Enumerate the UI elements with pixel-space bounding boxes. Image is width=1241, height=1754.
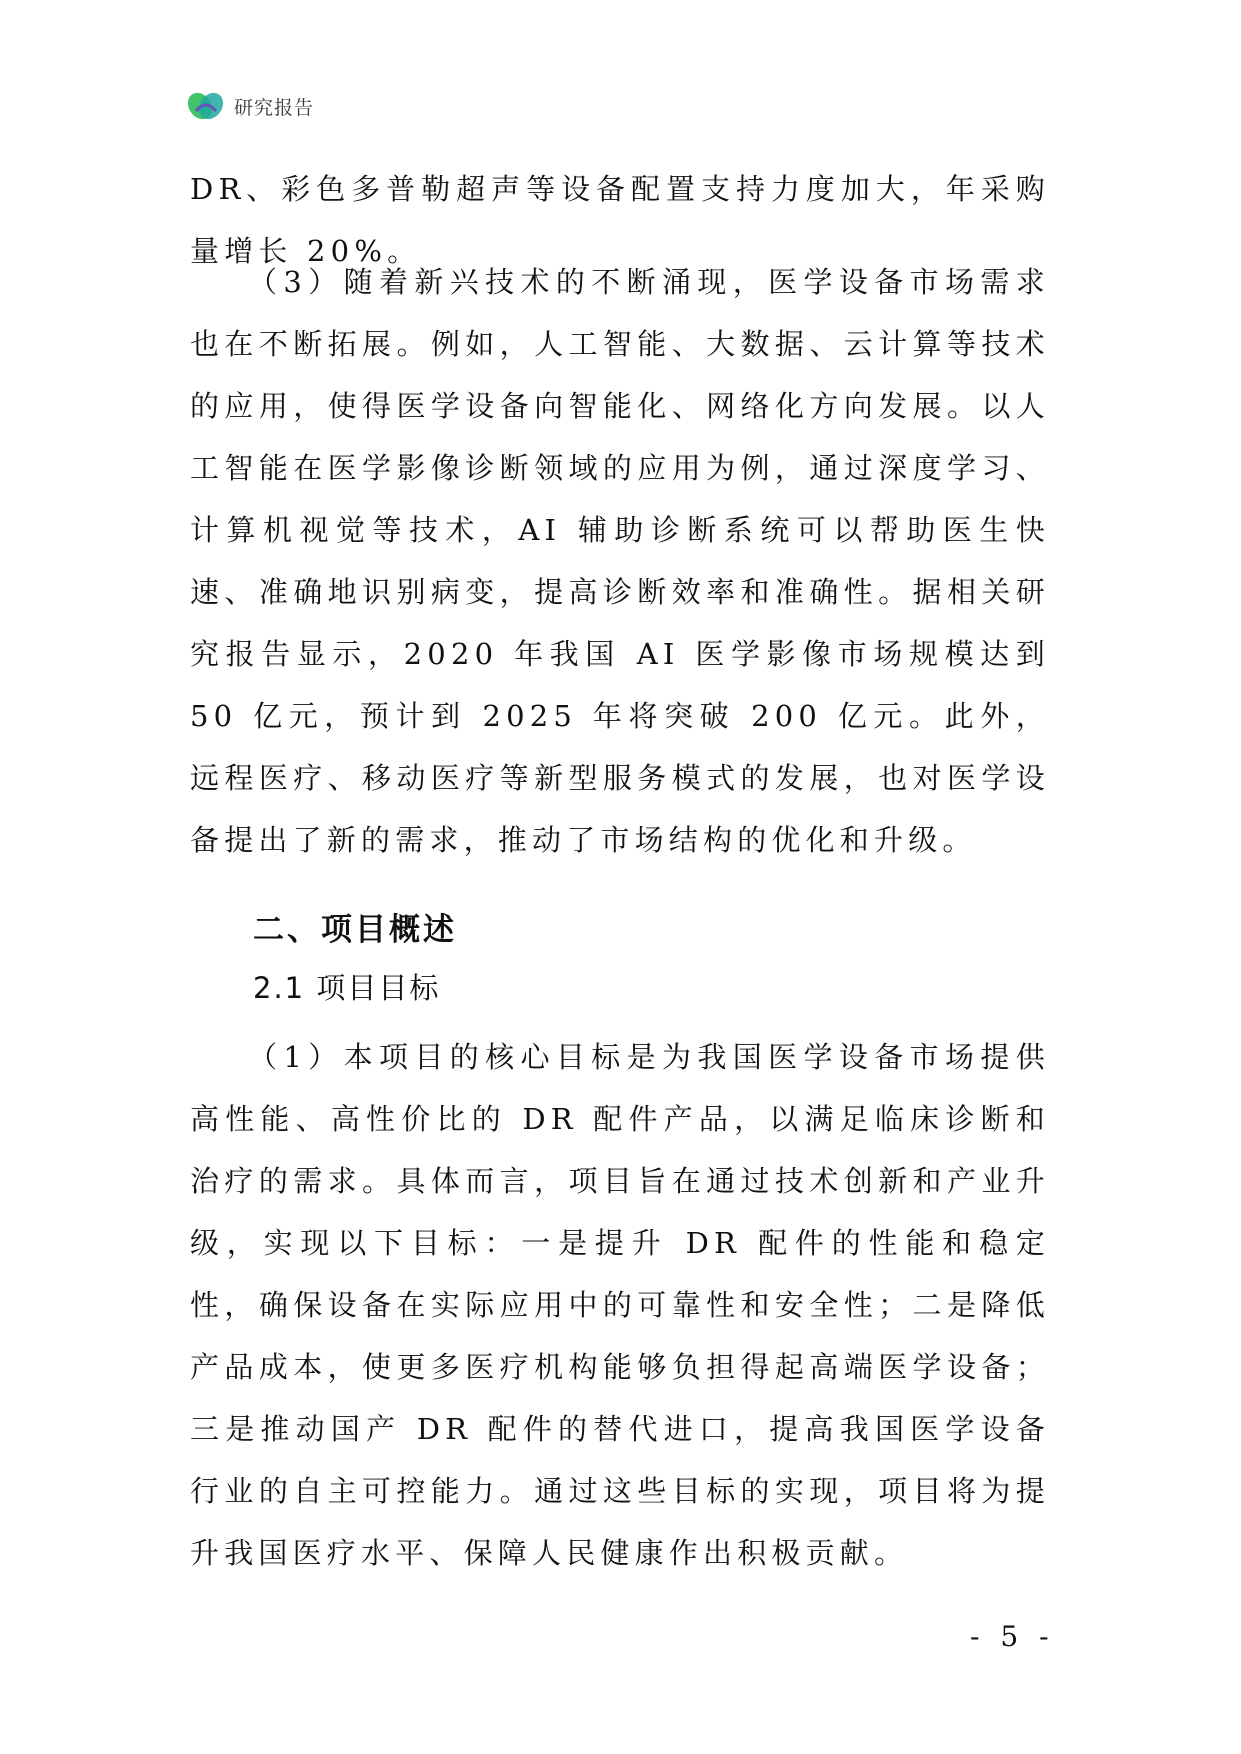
paragraph-item-1: （1）本项目的核心目标是为我国医学设备市场提供高性能、高性价比的 DR 配件产品，以满足临床诊断和治疗的需求。具体而言，项目旨在通过技术创新和产业升级，实现以下目标：一是提升 DR 配件的性能和稳定性，确保设备在实际应用中的可靠性和安全性；二是降低产品成本，使更多医疗机构能够负担得起高端医学设备；三是推动国产 DR 配件的替代进口，提高我国医学设备行业的自主可控能力。通过这些目标的实现，项目将为提升我国医疗水平、保障人民健康作出积极贡献。 <box>190 1040 1050 1570</box>
header-title: 研究报告 <box>234 96 315 119</box>
section-heading: 二、项目概述 <box>253 912 457 948</box>
paragraph-1-block <box>190 1026 1050 1584</box>
paragraph-3-block <box>190 251 1050 871</box>
paragraph-item-3: （3）随着新兴技术的不断涌现，医学设备市场需求也在不断拓展。例如，人工智能、大数据、云计算等技术的应用，使得医学设备向智能化、网络化方向发展。以人工智能在医学影像诊断领域的应用为例，通过深度学习、计算机视觉等技术，AI 辅助诊断系统可以帮助医生快速、准确地识别病变，提高诊断效率和准确性。据相关研究报告显示，2020 年我国 AI 医学影像市场规模达到 50 亿元，预计到 2025 年将突破 200 亿元。此外，远程医疗、移动医疗等新型服务模式的发展，也对医学设备提出了新的需求，推动了市场结构的优化和升级。 <box>190 265 1050 857</box>
paragraph-continued: DR、彩色多普勒超声等设备配置支持力度加大，年采购量增长 20%。 <box>190 172 1050 268</box>
page-header <box>188 88 314 124</box>
brand-leaf-logo-icon <box>188 89 224 123</box>
subsection-heading: 2.1 项目目标 <box>253 971 441 1005</box>
page-number: - 5 - <box>970 1620 1055 1653</box>
